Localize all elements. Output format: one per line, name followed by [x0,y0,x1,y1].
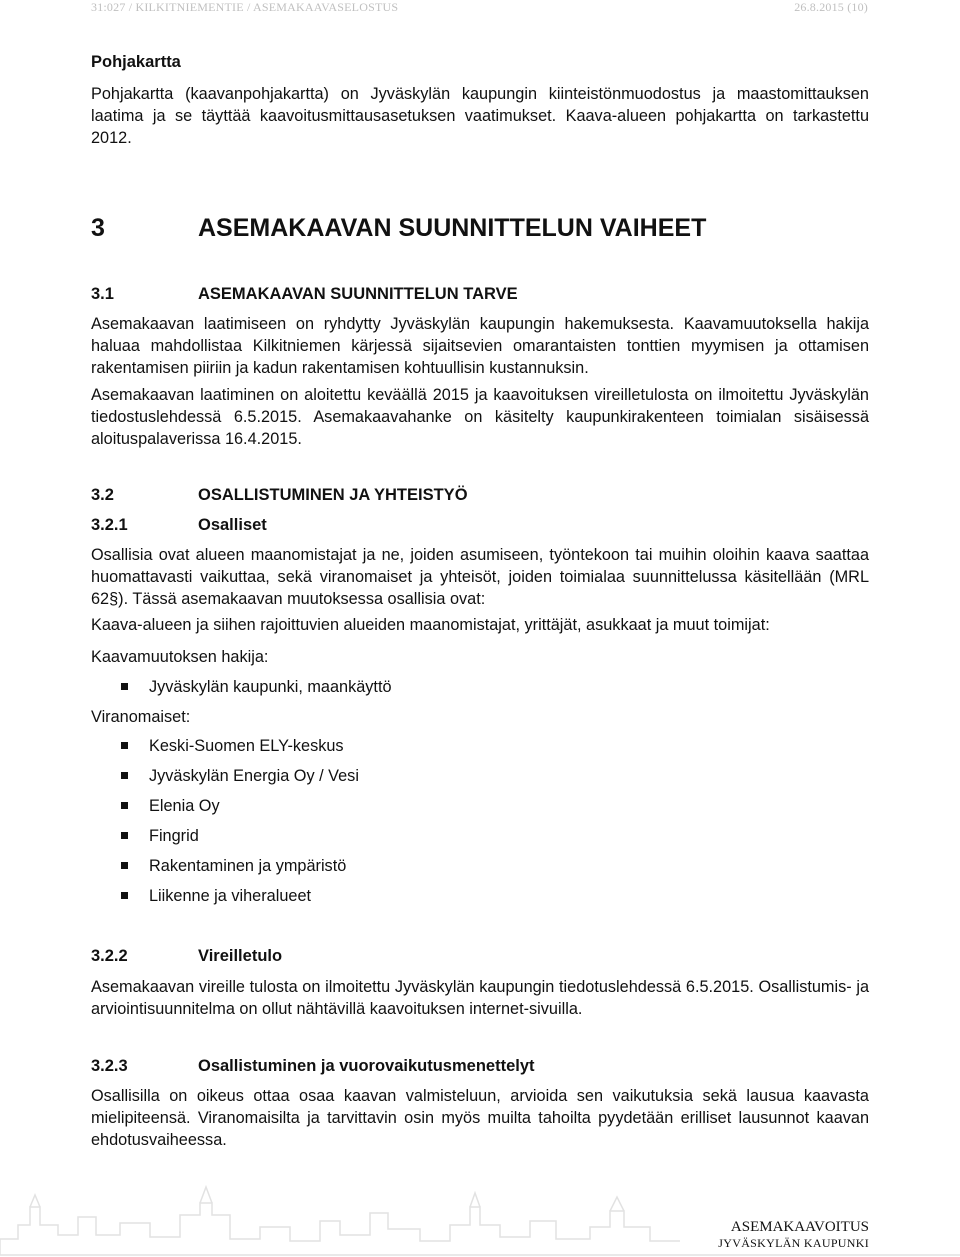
section-3-2-1-paragraph-2: Kaava-alueen ja siihen rajoittuvien alueiden maanomistajat, yrittäjät, asukkaat ja muut toimijat: [91,616,770,634]
hakija-label: Kaavamuutoksen hakija: [91,648,269,666]
section-title: Osalliset [198,516,267,534]
square-bullet-icon [121,772,128,779]
chapter-title: ASEMAKAAVAN SUUNNITTELUN VAIHEET [198,214,707,242]
section-number: 3.2.1 [91,516,128,534]
pohjakartta-heading: Pohjakartta [91,53,181,71]
section-title: ASEMAKAAVAN SUUNNITTELUN TARVE [198,285,518,303]
section-number: 3.2 [91,486,114,504]
section-number: 3.2.3 [91,1057,128,1075]
section-3-2-2-paragraph: Asemakaavan vireille tulosta on ilmoitettu Jyväskylän kaupungin tiedotuslehdessä 6.5.2015. Osallistumis- ja arviointisuunnitelma on ollut nähtävillä kaavoituksen internet-sivuilla. [91,978,869,1018]
footer-logo [718,1219,869,1251]
list-item-text: Jyväskylän kaupunki, maankäyttö [149,678,392,696]
square-bullet-icon [121,683,128,690]
list-item-text: Rakentaminen ja ympäristö [149,857,347,875]
list-item-text: Fingrid [149,827,199,845]
section-number: 3.1 [91,285,114,303]
square-bullet-icon [121,892,128,899]
chapter-number: 3 [91,214,105,242]
pohjakartta-paragraph: Pohjakartta (kaavanpohjakartta) on Jyväskylän kaupungin kiinteistönmuodostus ja maastomittauksen laatima ja se täyttää kaavoitusmittausasetuksen vaatimukset. Kaava-alueen pohjakartta on tarkastettu 2012. [91,85,869,147]
chapter-heading [91,213,869,243]
list-item-text: Elenia Oy [149,797,220,815]
section-3-1-heading [91,283,869,305]
footer-logo-line-1: ASEMAKAAVOITUS [730,1219,869,1235]
section-title: Vireilletulo [198,947,283,965]
square-bullet-icon [121,802,128,809]
square-bullet-icon [121,742,128,749]
section-3-1-paragraph-2: Asemakaavan laatiminen on aloitettu keväällä 2015 ja kaavoituksen vireilletulosta on ilmoitettu Jyväskylän tiedostuslehdessä 6.5.2015. Asemakaavahanke on käsitelty kaupunkirakenteen toimialan sisäisessä aloituspalaverissa 16.4.2015. [91,386,869,448]
square-bullet-icon [121,862,128,869]
section-title: OSALLISTUMINEN JA YHTEISTYÖ [198,486,468,504]
list-item-text: Jyväskylän Energia Oy / Vesi [149,767,359,785]
running-header-date-page: 26.8.2015 (10) [794,0,868,14]
square-bullet-icon [121,832,128,839]
section-3-2-1-heading [91,514,869,536]
section-3-2-heading [91,484,869,506]
list-item-text: Liikenne ja viheralueet [149,887,312,905]
footer-logo-line-2: JYVÄSKYLÄN KAUPUNKI [718,1236,869,1250]
section-number: 3.2.2 [91,947,128,965]
section-3-2-1-paragraph-1: Osallisia ovat alueen maanomistajat ja ne, joiden asumiseen, työntekoon tai muihin oloihin kaava saattaa huomattavasti vaikuttaa, sekä viranomaiset ja yhteisöt, joiden toimialaa suunnittelussa käsitellään (MRL 62§). Tässä asemakaavan muutoksessa osallisia ovat: [91,546,869,608]
section-3-1-paragraph-1: Asemakaavan laatimiseen on ryhdytty Jyväskylän kaupungin hakemuksesta. Kaavamuutoksella hakija haluaa mahdollistaa Kilkitniemen kärjessä sijaitsevien omarantaisten tonttien myymisen ja ottamisen rakentamisen piiriin ja kadun rakentamisen kohtuullisin kustannuksin. [91,315,869,377]
section-3-2-3-paragraph: Osallisilla on oikeus ottaa osaa kaavan valmisteluun, arvioida sen vaikutuksia sekä lausua kaavasta mielipiteensä. Viranomaisilta ja tarvittavin osin myös muilta tahoilta pyydetään erilliset lausunnot kaavan ehdotusvaiheessa. [91,1087,869,1149]
section-3-2-2-heading [91,945,869,967]
section-3-2-3-heading [91,1055,869,1077]
section-title: Osallistuminen ja vuorovaikutusmenettelyt [198,1057,535,1075]
running-header-title: 31:027 / KILKITNIEMENTIE / ASEMAKAAVASELOSTUS [91,0,399,14]
list-item-text: Keski-Suomen ELY-keskus [149,737,344,755]
viranomaiset-label: Viranomaiset: [91,708,191,726]
